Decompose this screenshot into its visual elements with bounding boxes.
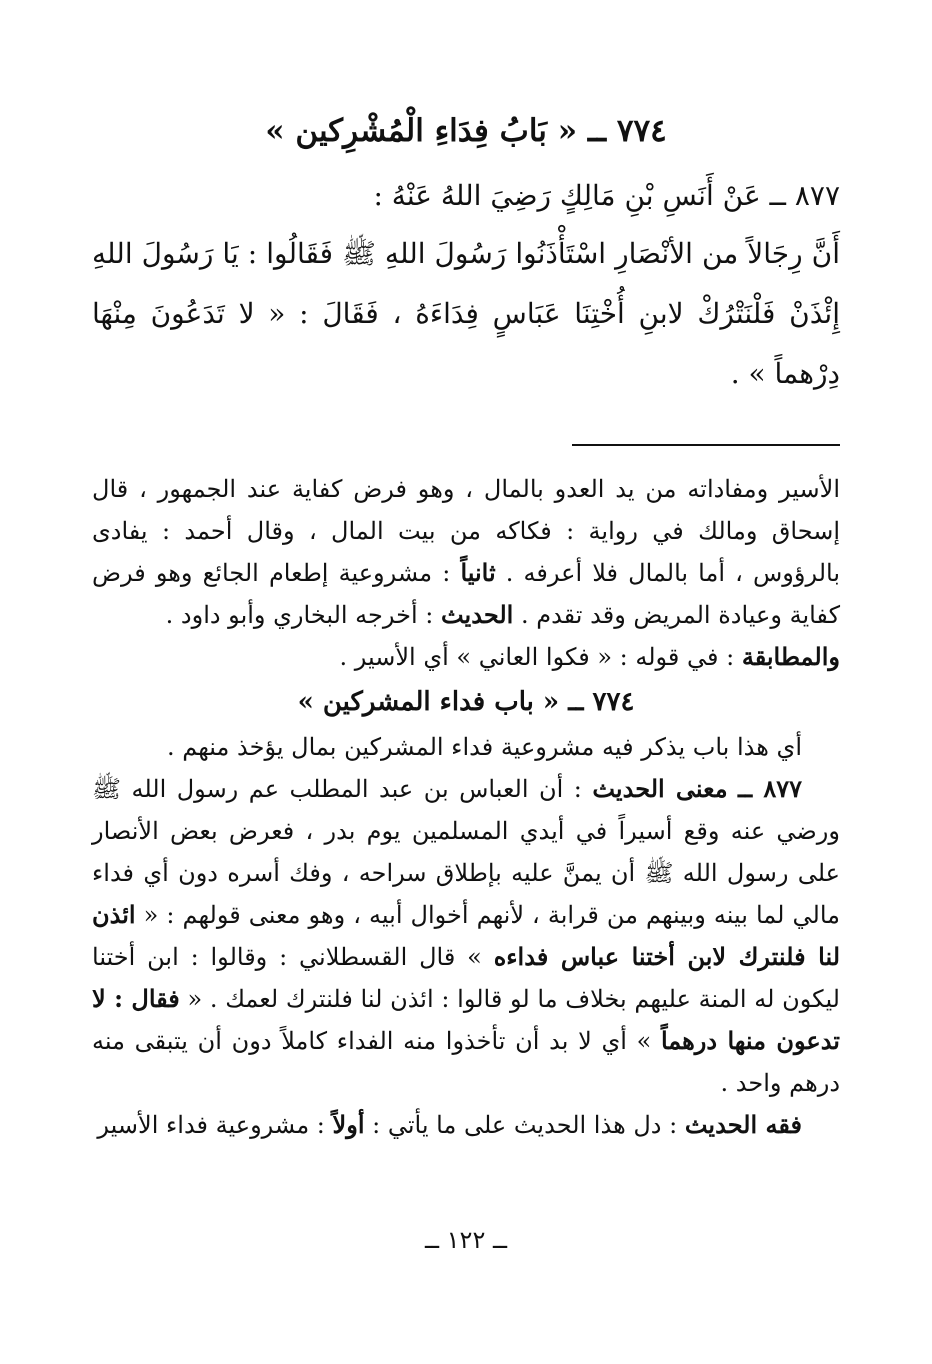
commentary-paragraph-3 xyxy=(92,768,840,1104)
commentary-text: : في قوله : « فكوا العاني » أي الأسير . xyxy=(339,643,735,671)
commentary-label: فقه الحديث xyxy=(684,1110,802,1139)
commentary-label: والمطابقة xyxy=(741,642,840,671)
commentary-label: أولاً xyxy=(332,1110,365,1139)
commentary-text: » أي لا بد أن تأخذوا منه الفداء كاملاً دون أن يتبقى منه درهم واحد . xyxy=(92,1027,840,1097)
page-number: ــ ١٢٢ ــ xyxy=(424,1226,508,1254)
commentary-text: : أخرجه البخاري وأبو داود . xyxy=(165,601,434,629)
commentary-text: : دل هذا الحديث على ما يأتي : xyxy=(372,1111,678,1139)
commentary-text: » قال القسطلاني : وقالوا : ابن أختنا ليكون له المنة عليهم بخلاف ما لو قالوا : ائذن لنا فلنترك لعمك . « xyxy=(92,943,840,1013)
commentary-quote: ائذن لنا فلنترك لابن أختنا عباس فداءه xyxy=(92,900,841,971)
commentary-text: : مشروعية فداء الأسير xyxy=(97,1111,325,1139)
commentary-text: : أن العباس بن عبد المطلب عم رسول الله ﷺ ورضي عنه وقع أسيراً في أيدي المسلمين يوم بدر ، فعرض بعض الأنصار على رسول الله ﷺ أن يمنَّ عليه بإطلاق سراحه ، وفك أسره دون أي فداء مالي لما بينه وبينهم من قرابة ، لأنهم أخوال أبيه ، وهو معنى قولهم : « xyxy=(92,775,840,929)
hadith-text: أَنَّ رِجَالاً من الأنْصَارِ اسْتَأْذَنُوا رَسُولَ اللهِ ﷺ فَقَالُوا : يَا رَسُولَ اللهِ إِئْذَنْ فَلْنَتْرُكْ لابنِ أُخْتِنَا عَبَاسٍ فِدَاءَهُ ، فَقَالَ : « لا تَدَعُونَ مِنْهَا دِرْهماً » . xyxy=(92,237,840,390)
commentary-section xyxy=(92,468,840,1146)
chapter-subtitle: ٧٧٤ ــ « باب فداء المشركين » xyxy=(297,687,635,717)
hadith-header: ٨٧٧ ــ عَنْ أَنَسِ بْنِ مَالِكٍ رَضِيَ اللهُ عَنْهُ : xyxy=(373,179,840,212)
commentary-label: معنى الحديث xyxy=(592,774,728,803)
commentary-paragraph-1 xyxy=(92,468,840,678)
commentary-text: الأسير ومفاداته من يد العدو بالمال ، وهو فرض كفاية عند الجمهور ، قال إسحاق ومالك في رواية : فكاكه من بيت المال ، وقال أحمد : يفادى بالرؤوس ، أما بالمال فلا أعرفه . xyxy=(92,475,840,587)
commentary-paragraph-4 xyxy=(92,1104,840,1146)
commentary-label: الحديث xyxy=(440,600,514,629)
commentary-quote: فقال : لا تدعون منها درهماً xyxy=(92,984,840,1055)
commentary-text: : مشروعية إطعام الجائع وهو فرض كفاية وعيادة المريض وقد تقدم . xyxy=(92,559,840,629)
commentary-paragraph-2: أي هذا باب يذكر فيه مشروعية فداء المشركين بمال يؤخذ منهم . xyxy=(167,733,802,761)
footnote-divider xyxy=(572,444,840,446)
chapter-title: ٧٧٤ ــ « بَابُ فِدَاءِ الْمُشْرِكين » xyxy=(265,113,667,149)
hadith-number: ٨٧٧ ــ xyxy=(738,774,802,803)
commentary-label: ثانياً xyxy=(460,558,496,587)
